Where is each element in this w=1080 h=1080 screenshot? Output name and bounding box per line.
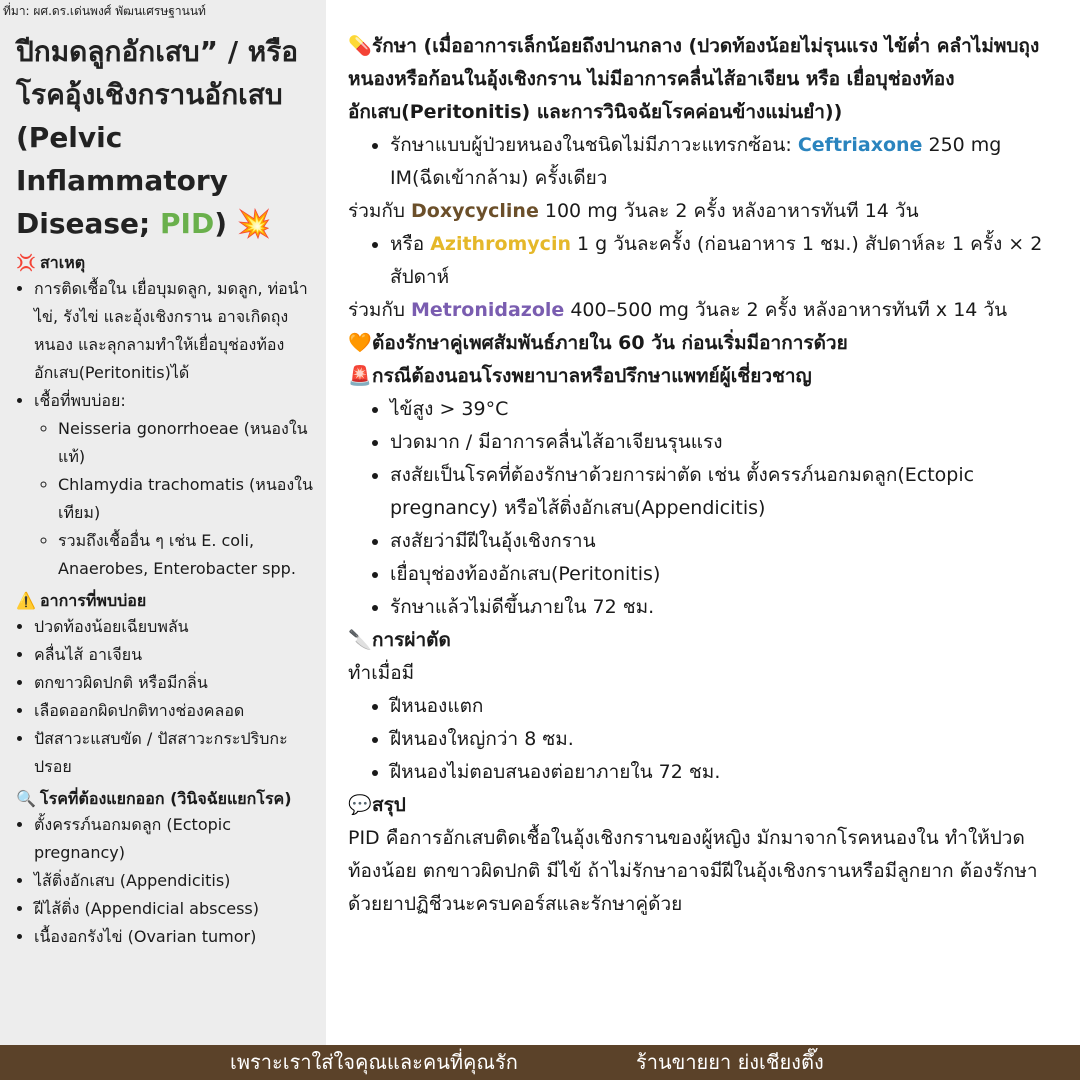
- list-item: • เลือดออกผิดปกติทางช่องคลอด: [34, 697, 322, 725]
- admit-heading-label: กรณีต้องนอนโรงพยาบาลหรือปรึกษาแพทย์ผู้เชี่ยวชาญ: [372, 365, 812, 387]
- causes-heading: [16, 251, 322, 275]
- summary-heading: [348, 789, 1058, 822]
- knife-icon: 🔪: [348, 629, 372, 651]
- summary-heading-label: สรุป: [372, 794, 406, 816]
- symptoms-heading: [16, 589, 322, 613]
- list-item: ◦ รวมถึงเชื้ออื่น ๆ เช่น E. coli, Anaerobes, Enterobacter spp.: [58, 527, 322, 583]
- partner-heading: [348, 327, 1058, 360]
- text: 250 mg IM(ฉีดเข้ากล้าม) ครั้งเดียว: [390, 134, 1002, 189]
- symptoms-heading-label: อาการที่พบบ่อย: [40, 591, 147, 610]
- treatment-heading: [348, 30, 1058, 129]
- list-item: ◦ Neisseria gonorrhoeae (หนองในแท้): [58, 415, 322, 471]
- footer-slogan: เพราะเราใส่ใจคุณและคนที่คุณรัก: [230, 1050, 518, 1074]
- list-item: [390, 228, 1058, 294]
- text: หรือ: [390, 233, 431, 255]
- drug-metronidazole: Metronidazole: [411, 299, 565, 321]
- treatment-combo-1: [348, 195, 1058, 228]
- list-item: • รักษาแล้วไม่ดีขึ้นภายใน 72 ชม.: [390, 591, 1058, 624]
- differential-list: [16, 811, 322, 951]
- speech-bubble-icon: 💬: [348, 794, 372, 816]
- text: ร่วมกับ: [348, 299, 412, 321]
- footer-shop-name: ร้านขายยา ย่งเชียงตึ๊ง: [636, 1050, 824, 1074]
- list-item: [34, 387, 322, 583]
- treatment-list-1: [348, 129, 1058, 195]
- drug-doxycycline: Doxycycline: [411, 200, 539, 222]
- source-credit: ที่มา: ผศ.ดร.เด่นพงศ์ พัฒนเศรษฐานนท์: [3, 4, 206, 18]
- title-close: ): [214, 207, 227, 240]
- text: ร่วมกับ: [348, 200, 412, 222]
- treatment-heading-label: รักษา (เมื่ออาการเล็กน้อยถึงปานกลาง (ปวดท้องน้อยไม่รุนแรง ไข้ต่ำ คลำไม่พบถุงหนองหรือก้อนในอุ้งเชิงกราน ไม่มีอาการคลื่นไส้อาเจียน หรือ เยื่อบุช่องท้องอักเสบ(Peritonitis) และการวินิจฉัยโรคค่อนข้างแม่นยำ)): [348, 35, 1040, 123]
- list-item: • ไข้สูง > 39°C: [390, 393, 1058, 426]
- title-pid: PID: [160, 207, 215, 240]
- footer-bar: [0, 1045, 1080, 1080]
- list-item: • เยื่อบุช่องท้องอักเสบ(Peritonitis): [390, 558, 1058, 591]
- list-item: • ฝีหนองใหญ่กว่า 8 ซม.: [390, 723, 1058, 756]
- text: 100 mg วันละ 2 ครั้ง หลังอาหารทันที 14 วัน: [538, 200, 919, 222]
- right-panel: [348, 30, 1058, 1030]
- list-item: • คลื่นไส้ อาเจียน: [34, 641, 322, 669]
- summary-text: PID คือการอักเสบติดเชื้อในอุ้งเชิงกรานของผู้หญิง มักมาจากโรคหนองใน ทำให้ปวดท้องน้อย ตกขาวผิดปกติ มีไข้ ถ้าไม่รักษาอาจมีฝีในอุ้งเชิงกรานหรือมีลูกยาก ต้องรักษาด้วยยาปฏิชีวนะครบคอร์สและรักษาคู่ด้วย: [348, 827, 1038, 915]
- page-title: [16, 30, 322, 245]
- list-item: • ตั้งครรภ์นอกมดลูก (Ectopic pregnancy): [34, 811, 322, 867]
- left-panel: [0, 0, 326, 1045]
- list-item: • ฝีหนองไม่ตอบสนองต่อยาภายใน 72 ชม.: [390, 756, 1058, 789]
- list-item: • ฝีหนองแตก: [390, 690, 1058, 723]
- partner-text: ต้องรักษาคู่เพศสัมพันธ์ภายใน 60 วัน ก่อนเริ่มมีอาการด้วย: [372, 332, 848, 354]
- germs-label: เชื้อที่พบบ่อย:: [34, 391, 126, 410]
- text: 1 g วันละครั้ง (ก่อนอาหาร 1 ชม.) สัปดาห์ละ 1 ครั้ง × 2 สัปดาห์: [390, 233, 1043, 288]
- list-item: • ฝีไส้ติ่ง (Appendicial abscess): [34, 895, 322, 923]
- list-item: • สงสัยเป็นโรคที่ต้องรักษาด้วยการผ่าตัด เช่น ตั้งครรภ์นอกมดลูก(Ectopic pregnancy) หรือไส้ติ่งอักเสบ(Appendicitis): [390, 459, 1058, 525]
- warning-icon: ⚠️: [16, 591, 36, 610]
- surgery-heading-label: การผ่าตัด: [372, 629, 451, 651]
- anger-icon: 💢: [16, 253, 36, 272]
- list-item: • เนื้องอกรังไข่ (Ovarian tumor): [34, 923, 322, 951]
- treatment-combo-2: [348, 294, 1058, 327]
- list-item: • ตกขาวผิดปกติ หรือมีกลิ่น: [34, 669, 322, 697]
- germs-list: [34, 415, 322, 583]
- list-item: • ปัสสาวะแสบขัด / ปัสสาวะกระปริบกะปรอย: [34, 725, 322, 781]
- list-item: • สงสัยว่ามีฝีในอุ้งเชิงกราน: [390, 525, 1058, 558]
- causes-list: [16, 275, 322, 583]
- differential-heading: [16, 787, 322, 811]
- list-item: • การติดเชื้อใน เยื่อบุมดลูก, มดลูก, ท่อนำไข่, รังไข่ และอุ้งเชิงกราน อาจเกิดถุงหนอง และลุกลามทำให้เยื่อบุช่องท้อง อักเสบ(Peritonitis)ได้: [34, 275, 322, 387]
- causes-heading-label: สาเหตุ: [40, 253, 86, 272]
- drug-ceftriaxone: Ceftriaxone: [797, 134, 923, 156]
- siren-icon: 🚨: [348, 365, 372, 387]
- surgery-list: [348, 690, 1058, 789]
- list-item: [390, 129, 1058, 195]
- list-item: ◦ Chlamydia trachomatis (หนองในเทียม): [58, 471, 322, 527]
- differential-heading-label: โรคที่ต้องแยกออก (วินิจฉัยแยกโรค): [40, 789, 292, 808]
- admit-list: [348, 393, 1058, 624]
- orange-heart-icon: 🧡: [348, 332, 372, 354]
- surgery-intro: ทำเมื่อมี: [348, 662, 415, 684]
- list-item: • ปวดมาก / มีอาการคลื่นไส้อาเจียนรุนแรง: [390, 426, 1058, 459]
- drug-azithromycin: Azithromycin: [430, 233, 571, 255]
- text: รักษาแบบผู้ป่วยหนองในชนิดไม่มีภาวะแทรกซ้อน:: [390, 134, 798, 156]
- list-item: • ปวดท้องน้อยเฉียบพลัน: [34, 613, 322, 641]
- admit-heading: [348, 360, 1058, 393]
- title-main: ปีกมดลูกอักเสบ” / หรือ โรคอุ้งเชิงกรานอักเสบ (Pelvic Inflammatory Disease;: [16, 35, 299, 240]
- treatment-list-2: [348, 228, 1058, 294]
- pill-icon: 💊: [348, 35, 372, 57]
- surgery-heading: [348, 624, 1058, 657]
- burst-icon: 💥: [236, 207, 272, 240]
- magnifier-icon: 🔍: [16, 789, 36, 808]
- symptoms-list: [16, 613, 322, 781]
- text: 400–500 mg วันละ 2 ครั้ง หลังอาหารทันที x 14 วัน: [564, 299, 1008, 321]
- list-item: • ไส้ติ่งอักเสบ (Appendicitis): [34, 867, 322, 895]
